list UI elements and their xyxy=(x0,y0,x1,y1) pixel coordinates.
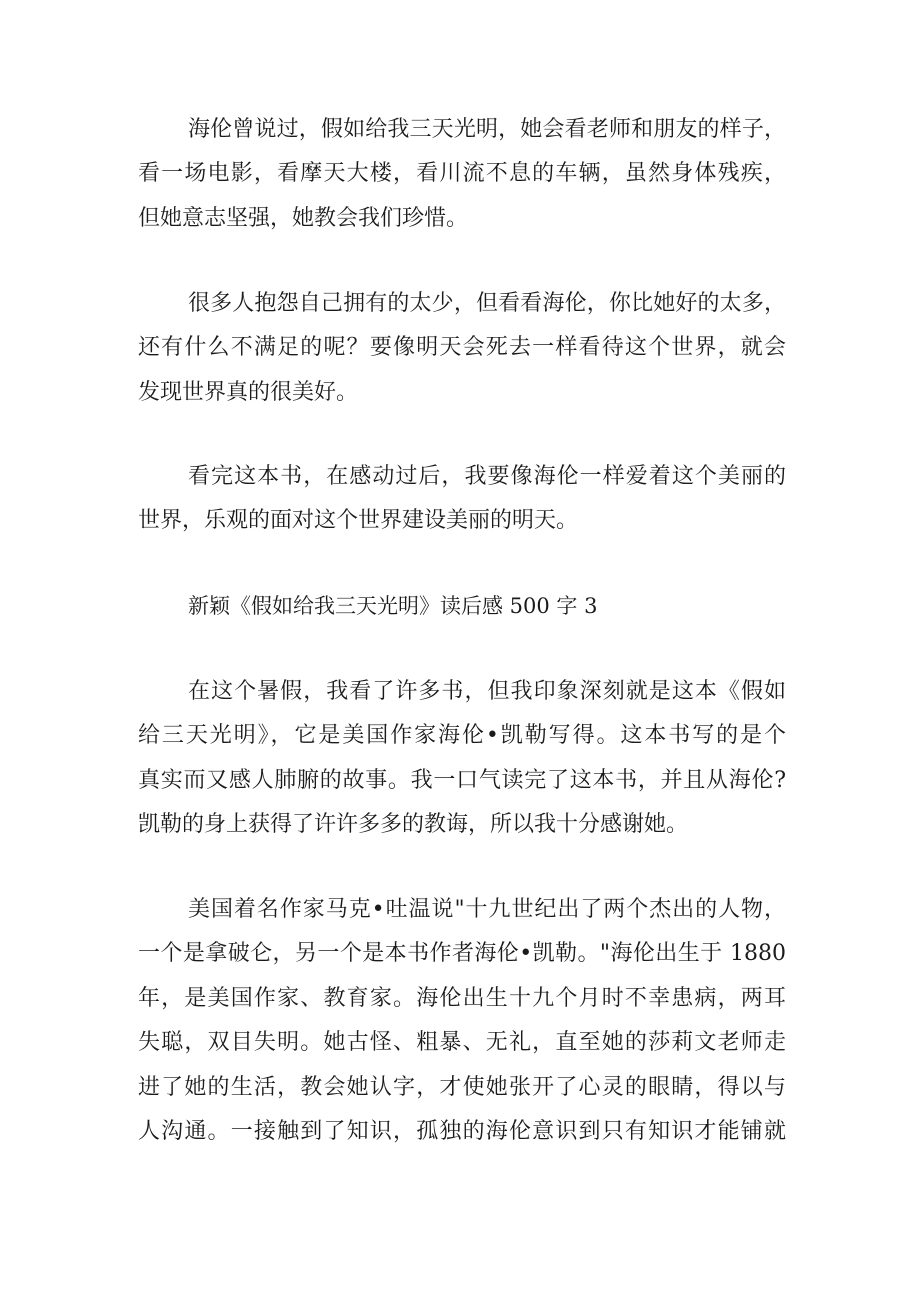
text-line: 年，是美国作家、教育家。海伦出生十九个月时不幸患病，两耳 xyxy=(138,985,786,1011)
text-line: 海伦曾说过，假如给我三天光明，她会看老师和朋友的样子， xyxy=(188,117,786,142)
text-line: 世界，乐观的面对这个世界建设美丽的明天。 xyxy=(138,508,579,534)
text-line: 凯勒的身上获得了许许多多的教诲，所以我十分感谢她。 xyxy=(138,812,689,838)
text-line: 看完这本书，在感动过后，我要像海伦一样爱着这个美丽的 xyxy=(188,464,786,489)
text-line: 看一场电影，看摩天大楼，看川流不息的车辆，虽然身体残疾， xyxy=(138,161,786,187)
paragraph xyxy=(138,670,786,848)
text-line: 真实而又感人肺腑的故事。我一口气读完了这本书，并且从海伦? xyxy=(138,767,786,793)
paragraph xyxy=(138,108,786,241)
text-line: 还有什么不满足的呢？要像明天会死去一样看待这个世界，就会 xyxy=(138,335,786,361)
text-line: 一个是拿破仑，另一个是本书作者海伦•凯勒。"海伦出生于 1880 xyxy=(138,941,786,967)
text-line: 人沟通。一接触到了知识，孤独的海伦意识到只有知识才能铺就 xyxy=(138,1118,786,1144)
text-line: 在这个暑假，我看了许多书，但我印象深刻就是这本《假如 xyxy=(188,679,786,704)
text-line: 发现世界真的很美好。 xyxy=(138,379,359,405)
text-line: 失聪，双目失明。她古怪、粗暴、无礼，直至她的莎莉文老师走 xyxy=(138,1030,786,1056)
text-line: 美国着名作家马克•吐温说"十九世纪出了两个杰出的人物， xyxy=(188,897,786,922)
paragraph xyxy=(138,888,786,1154)
text-line: 很多人抱怨自己拥有的太少，但看看海伦，你比她好的太多， xyxy=(188,291,786,316)
text-line: 给三天光明》，它是美国作家海伦•凯勒写得。这本书写的是个 xyxy=(138,723,786,749)
paragraph xyxy=(138,282,786,415)
heading-text: 新颖《假如给我三天光明》读后感 500 字 3 xyxy=(188,594,598,618)
text-line: 但她意志坚强，她教会我们珍惜。 xyxy=(138,205,469,231)
paragraph xyxy=(138,455,786,544)
text-line: 进了她的生活，教会她认字，才使她张开了心灵的眼睛，得以与 xyxy=(138,1074,786,1100)
section-heading xyxy=(138,584,786,628)
